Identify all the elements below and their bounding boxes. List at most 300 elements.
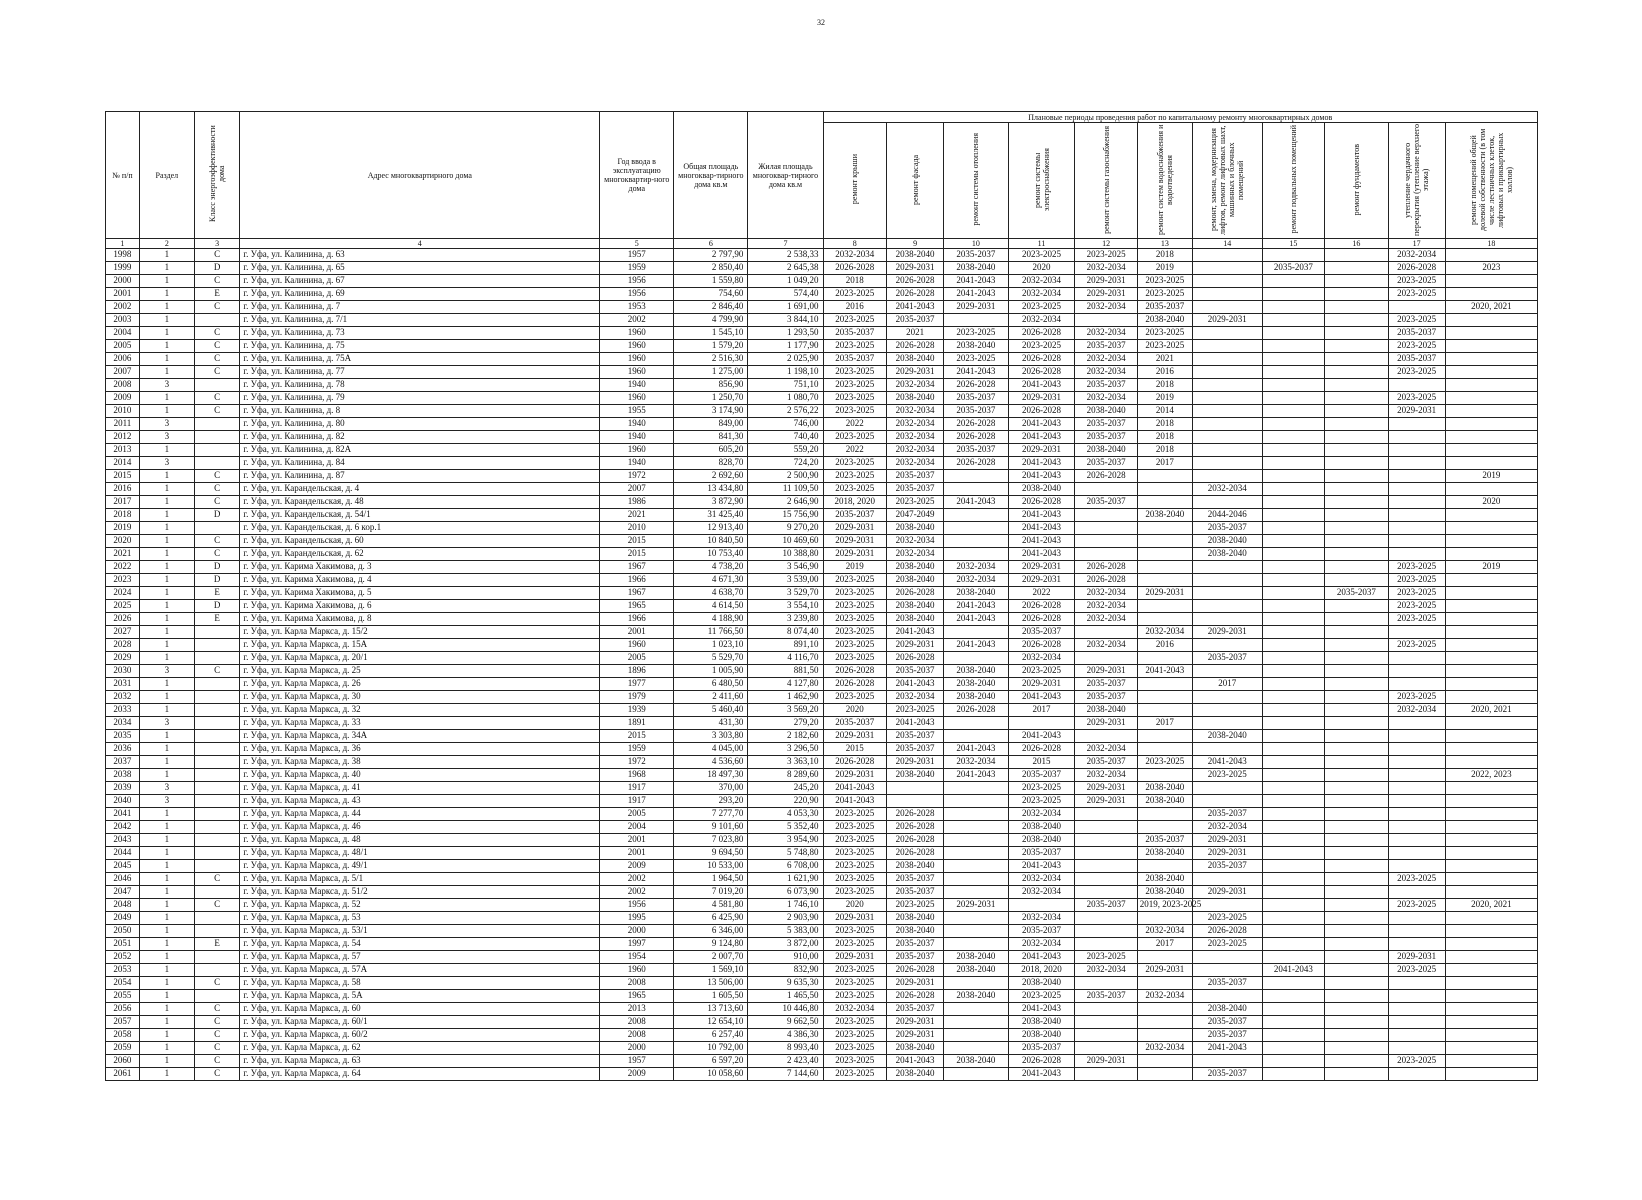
table-cell xyxy=(1445,795,1537,808)
table-row xyxy=(106,587,1538,600)
table-cell xyxy=(944,795,1009,808)
table-cell xyxy=(1008,717,1075,730)
table-row xyxy=(106,366,1538,379)
table-cell: 2023-2025 xyxy=(944,353,1009,366)
table-cell: 2035-2037 xyxy=(1075,457,1137,470)
table-cell: 1 xyxy=(139,561,194,574)
table-row xyxy=(106,873,1538,886)
table-cell xyxy=(1445,444,1537,457)
table-cell: 1 xyxy=(139,730,194,743)
table-cell: 2038-2040 xyxy=(944,990,1009,1003)
table-cell: г. Уфа, ул. Карла Маркса, д. 60/2 xyxy=(240,1029,600,1042)
table-cell: 2049 xyxy=(106,912,140,925)
table-cell: 3 539,00 xyxy=(748,574,823,587)
table-row xyxy=(106,457,1538,470)
table-cell xyxy=(194,990,240,1003)
table-cell: 2023-2025 xyxy=(1388,873,1445,886)
table-cell: C xyxy=(194,1003,240,1016)
table-cell: 1960 xyxy=(600,392,674,405)
table-cell: 1 xyxy=(139,925,194,938)
table-cell: 2058 xyxy=(106,1029,140,1042)
table-cell xyxy=(1325,470,1388,483)
table-cell: 1 xyxy=(139,652,194,665)
table-cell: 2032-2034 xyxy=(1008,873,1075,886)
table-cell: 2035-2037 xyxy=(1388,353,1445,366)
table-cell: 2023-2025 xyxy=(823,652,886,665)
table-cell xyxy=(1445,483,1537,496)
table-cell xyxy=(1192,275,1262,288)
table-cell xyxy=(1262,574,1324,587)
table-cell: 2026-2028 xyxy=(1008,496,1075,509)
table-cell: 1 621,90 xyxy=(748,873,823,886)
table-cell: 9 635,30 xyxy=(748,977,823,990)
table-cell: 9 124,80 xyxy=(674,938,748,951)
table-cell: 2023-2025 xyxy=(1137,288,1192,301)
table-cell xyxy=(944,509,1009,522)
table-cell: 2023-2025 xyxy=(1075,951,1137,964)
table-cell: 2015 xyxy=(600,548,674,561)
table-cell: 1 xyxy=(139,613,194,626)
table-cell xyxy=(1137,912,1192,925)
table-cell: 2047-2049 xyxy=(887,509,944,522)
table-cell: 2035-2037 xyxy=(1075,899,1137,912)
table-cell: 2029-2031 xyxy=(944,301,1009,314)
table-cell: 2026-2028 xyxy=(887,834,944,847)
table-cell: 2038-2040 xyxy=(887,574,944,587)
table-cell: 11 109,50 xyxy=(748,483,823,496)
table-cell: 2020 xyxy=(823,704,886,717)
table-cell: 2029-2031 xyxy=(823,522,886,535)
table-cell: 2023-2025 xyxy=(1388,691,1445,704)
table-cell: 2009 xyxy=(600,1068,674,1081)
table-cell xyxy=(1325,1003,1388,1016)
table-cell xyxy=(1325,912,1388,925)
table-cell xyxy=(194,912,240,925)
table-cell: 1966 xyxy=(600,613,674,626)
table-cell xyxy=(1388,990,1445,1003)
table-cell xyxy=(1325,808,1388,821)
table-cell: 2038-2040 xyxy=(1192,548,1262,561)
table-cell: 1 691,00 xyxy=(748,301,823,314)
table-cell: 7 019,20 xyxy=(674,886,748,899)
table-cell: 2043 xyxy=(106,834,140,847)
table-cell: 2032-2034 xyxy=(1008,275,1075,288)
table-cell: C xyxy=(194,301,240,314)
table-cell: 4 045,00 xyxy=(674,743,748,756)
table-cell xyxy=(1325,678,1388,691)
table-cell xyxy=(944,1042,1009,1055)
table-cell: 2018 xyxy=(1137,249,1192,262)
table-cell xyxy=(1388,652,1445,665)
table-cell: 1 964,50 xyxy=(674,873,748,886)
table-row xyxy=(106,353,1538,366)
table-cell: 2041-2043 xyxy=(944,743,1009,756)
table-cell: 2 007,70 xyxy=(674,951,748,964)
table-cell: 2015 xyxy=(106,470,140,483)
table-cell xyxy=(1262,951,1324,964)
table-cell xyxy=(1075,886,1137,899)
table-cell: 2035-2037 xyxy=(1008,626,1075,639)
table-cell: 1891 xyxy=(600,717,674,730)
table-cell: 2017 xyxy=(1137,938,1192,951)
table-cell xyxy=(1262,665,1324,678)
table-cell: 2023-2025 xyxy=(823,990,886,1003)
table-cell xyxy=(944,925,1009,938)
table-cell xyxy=(1137,561,1192,574)
table-cell: 2018 xyxy=(1137,444,1192,457)
table-row xyxy=(106,314,1538,327)
table-cell: 4 053,30 xyxy=(748,808,823,821)
column-number: 7 xyxy=(748,239,823,249)
table-cell xyxy=(1262,782,1324,795)
table-cell: г. Уфа, ул. Карла Маркса, д. 49/1 xyxy=(240,860,600,873)
table-cell xyxy=(944,808,1009,821)
table-cell: г. Уфа, ул. Калинина, д. 8 xyxy=(240,405,600,418)
table-row xyxy=(106,743,1538,756)
table-cell xyxy=(194,314,240,327)
table-cell: 1 xyxy=(139,262,194,275)
table-cell xyxy=(1445,821,1537,834)
table-cell: 2013 xyxy=(600,1003,674,1016)
table-cell: 13 434,80 xyxy=(674,483,748,496)
table-cell: 1 xyxy=(139,886,194,899)
table-cell: г. Уфа, ул. Карима Хакимова, д. 5 xyxy=(240,587,600,600)
table-cell: 2032-2034 xyxy=(1008,314,1075,327)
table-cell xyxy=(1137,600,1192,613)
table-cell: 245,20 xyxy=(748,782,823,795)
table-cell xyxy=(1325,444,1388,457)
table-cell xyxy=(1388,977,1445,990)
table-cell xyxy=(1325,613,1388,626)
table-cell: 2035-2037 xyxy=(1137,301,1192,314)
table-cell: 2010 xyxy=(106,405,140,418)
table-cell: 2001 xyxy=(600,626,674,639)
table-cell: 2018 xyxy=(1137,379,1192,392)
table-cell: 2029-2031 xyxy=(887,1029,944,1042)
table-cell: 2020 xyxy=(823,899,886,912)
table-cell xyxy=(1262,678,1324,691)
table-cell xyxy=(1137,808,1192,821)
table-cell: 2008 xyxy=(106,379,140,392)
table-cell: г. Уфа, ул. Карла Маркса, д. 32 xyxy=(240,704,600,717)
table-cell: 2035-2037 xyxy=(1075,756,1137,769)
table-cell: C xyxy=(194,470,240,483)
table-cell: 1917 xyxy=(600,782,674,795)
table-cell xyxy=(1075,509,1137,522)
column-number: 18 xyxy=(1445,239,1537,249)
table-cell: г. Уфа, ул. Карла Маркса, д. 5А xyxy=(240,990,600,1003)
table-cell xyxy=(1262,821,1324,834)
table-cell: 2023-2025 xyxy=(1008,795,1075,808)
table-cell: 293,20 xyxy=(674,795,748,808)
table-cell: 220,90 xyxy=(748,795,823,808)
header-work-12 xyxy=(1075,123,1137,239)
table-cell: 1940 xyxy=(600,431,674,444)
table-cell: 2026-2028 xyxy=(944,457,1009,470)
table-row xyxy=(106,444,1538,457)
table-cell: 2038-2040 xyxy=(887,392,944,405)
table-cell xyxy=(1137,1029,1192,1042)
table-cell: 1 xyxy=(139,600,194,613)
table-cell: 2035-2037 xyxy=(1008,847,1075,860)
table-cell: 2026-2028 xyxy=(1388,262,1445,275)
table-cell xyxy=(1192,262,1262,275)
table-cell: 1896 xyxy=(600,665,674,678)
table-cell xyxy=(1075,1042,1137,1055)
table-cell xyxy=(194,626,240,639)
table-cell xyxy=(194,795,240,808)
table-cell: 2 692,60 xyxy=(674,470,748,483)
table-cell: 2 645,38 xyxy=(748,262,823,275)
table-cell xyxy=(1325,938,1388,951)
table-cell: 1 xyxy=(139,834,194,847)
table-cell: 2023-2025 xyxy=(1008,301,1075,314)
table-cell: г. Уфа, ул. Калинина, д. 7 xyxy=(240,301,600,314)
table-cell xyxy=(1445,756,1537,769)
table-cell: 2023-2025 xyxy=(1388,613,1445,626)
table-cell: г. Уфа, ул. Карла Маркса, д. 48/1 xyxy=(240,847,600,860)
table-cell: 2038-2040 xyxy=(944,691,1009,704)
table-cell: 2015 xyxy=(1008,756,1075,769)
table-cell xyxy=(1325,795,1388,808)
table-cell: 1 xyxy=(139,769,194,782)
table-cell: 2023-2025 xyxy=(1388,639,1445,652)
table-cell: 1972 xyxy=(600,470,674,483)
table-cell: 2041-2043 xyxy=(1262,964,1324,977)
column-number: 5 xyxy=(600,239,674,249)
table-cell: 2038-2040 xyxy=(887,522,944,535)
table-cell: 10 533,00 xyxy=(674,860,748,873)
table-cell xyxy=(1192,1055,1262,1068)
table-cell: 2035-2037 xyxy=(1075,340,1137,353)
table-cell: 2032-2034 xyxy=(1192,483,1262,496)
table-cell: г. Уфа, ул. Карла Маркса, д. 58 xyxy=(240,977,600,990)
table-cell: 2026-2028 xyxy=(887,288,944,301)
table-cell: 2023-2025 xyxy=(823,483,886,496)
table-cell: 1 xyxy=(139,821,194,834)
table-cell: 1 xyxy=(139,743,194,756)
table-cell: 2019 xyxy=(1137,392,1192,405)
table-cell: 2044-2046 xyxy=(1192,509,1262,522)
table-cell xyxy=(1262,691,1324,704)
table-cell: 2038-2040 xyxy=(887,860,944,873)
table-cell: 2023-2025 xyxy=(823,574,886,587)
table-cell: C xyxy=(194,392,240,405)
table-cell: 279,20 xyxy=(748,717,823,730)
capital-repair-table xyxy=(105,111,1538,1081)
table-cell: 1 xyxy=(139,639,194,652)
table-cell: 2035-2037 xyxy=(944,444,1009,457)
table-cell: C xyxy=(194,340,240,353)
table-cell: 2023-2025 xyxy=(1388,574,1445,587)
table-cell xyxy=(1445,418,1537,431)
table-row xyxy=(106,652,1538,665)
table-cell: г. Уфа, ул. Карла Маркса, д. 62 xyxy=(240,1042,600,1055)
table-cell: 1960 xyxy=(600,353,674,366)
table-cell: 2028 xyxy=(106,639,140,652)
table-cell: 1940 xyxy=(600,457,674,470)
table-cell: 1960 xyxy=(600,340,674,353)
table-cell: 2035-2037 xyxy=(887,314,944,327)
table-cell xyxy=(1325,899,1388,912)
table-cell: 2035 xyxy=(106,730,140,743)
table-cell xyxy=(1445,977,1537,990)
table-cell: 2014 xyxy=(106,457,140,470)
table-cell xyxy=(1137,730,1192,743)
table-cell: 2020 xyxy=(1008,262,1075,275)
table-cell: C xyxy=(194,1016,240,1029)
table-cell: 2032-2034 xyxy=(944,756,1009,769)
table-cell: 2026-2028 xyxy=(823,756,886,769)
table-cell xyxy=(1262,717,1324,730)
table-cell xyxy=(1445,431,1537,444)
table-cell: 2023-2025 xyxy=(823,925,886,938)
table-cell: 2041-2043 xyxy=(944,366,1009,379)
table-cell: 2041-2043 xyxy=(944,613,1009,626)
table-cell: 2042 xyxy=(106,821,140,834)
table-cell: г. Уфа, ул. Карла Маркса, д. 41 xyxy=(240,782,600,795)
table-cell xyxy=(1137,951,1192,964)
column-number-row xyxy=(106,239,1538,249)
table-cell xyxy=(1445,639,1537,652)
table-cell: 2020 xyxy=(1445,496,1537,509)
table-cell: 1 xyxy=(139,392,194,405)
table-cell xyxy=(1075,522,1137,535)
table-cell: 2050 xyxy=(106,925,140,938)
table-cell xyxy=(1137,1055,1192,1068)
table-cell: 1 xyxy=(139,1003,194,1016)
table-cell: 3 363,10 xyxy=(748,756,823,769)
table-cell: 1960 xyxy=(600,366,674,379)
table-cell xyxy=(1325,834,1388,847)
table-row xyxy=(106,756,1538,769)
table-cell: 2026-2028 xyxy=(944,379,1009,392)
table-cell: 2015 xyxy=(600,730,674,743)
table-cell xyxy=(1262,925,1324,938)
table-cell xyxy=(1388,444,1445,457)
table-cell: 1 xyxy=(139,444,194,457)
table-cell: 2023-2025 xyxy=(823,626,886,639)
table-cell: 2 516,30 xyxy=(674,353,748,366)
table-cell xyxy=(1137,522,1192,535)
table-row xyxy=(106,730,1538,743)
table-cell xyxy=(194,522,240,535)
table-cell: 5 383,00 xyxy=(748,925,823,938)
table-cell xyxy=(1262,1042,1324,1055)
table-cell xyxy=(1192,288,1262,301)
table-cell: 2019 xyxy=(1137,262,1192,275)
table-cell: C xyxy=(194,327,240,340)
table-cell: 2038-2040 xyxy=(1075,405,1137,418)
table-cell xyxy=(1388,886,1445,899)
table-cell: 2023 xyxy=(106,574,140,587)
table-cell xyxy=(1325,925,1388,938)
table-cell xyxy=(194,925,240,938)
table-cell: г. Уфа, ул. Калинина, д. 77 xyxy=(240,366,600,379)
table-cell: 2018 xyxy=(823,275,886,288)
table-cell xyxy=(944,977,1009,990)
table-cell xyxy=(1262,769,1324,782)
table-cell: 856,90 xyxy=(674,379,748,392)
table-cell: г. Уфа, ул. Карла Маркса, д. 40 xyxy=(240,769,600,782)
table-cell xyxy=(1262,899,1324,912)
table-cell: 3 872,00 xyxy=(748,938,823,951)
table-cell xyxy=(1137,860,1192,873)
table-cell xyxy=(944,938,1009,951)
table-cell xyxy=(1445,574,1537,587)
table-cell: 2034 xyxy=(106,717,140,730)
table-cell: 2032-2034 xyxy=(887,418,944,431)
table-cell: 2029-2031 xyxy=(1192,314,1262,327)
table-cell xyxy=(1445,665,1537,678)
table-cell: 2026-2028 xyxy=(823,665,886,678)
table-cell: 4 799,90 xyxy=(674,314,748,327)
table-cell xyxy=(1192,340,1262,353)
table-cell: 3 554,10 xyxy=(748,600,823,613)
table-cell xyxy=(1325,782,1388,795)
table-cell: 2035-2037 xyxy=(1192,652,1262,665)
table-row xyxy=(106,418,1538,431)
table-cell xyxy=(194,639,240,652)
table-cell xyxy=(1388,860,1445,873)
table-cell xyxy=(1445,1055,1537,1068)
table-cell: 2018 xyxy=(1137,431,1192,444)
table-cell xyxy=(944,782,1009,795)
table-cell: 2036 xyxy=(106,743,140,756)
table-cell: г. Уфа, ул. Карла Маркса, д. 15А xyxy=(240,639,600,652)
table-cell: 2032-2034 xyxy=(1075,587,1137,600)
table-cell: г. Уфа, ул. Карла Маркса, д. 54 xyxy=(240,938,600,951)
table-cell: 2041-2043 xyxy=(1008,691,1075,704)
table-cell: 3 546,90 xyxy=(748,561,823,574)
table-cell: г. Уфа, ул. Калинина, д. 82А xyxy=(240,444,600,457)
table-cell: 2023-2025 xyxy=(1388,275,1445,288)
table-cell xyxy=(1388,483,1445,496)
table-cell xyxy=(944,626,1009,639)
table-cell: C xyxy=(194,483,240,496)
table-cell: 2021 xyxy=(887,327,944,340)
table-cell xyxy=(1325,704,1388,717)
table-cell xyxy=(1388,418,1445,431)
table-cell xyxy=(1075,314,1137,327)
table-cell: 2035-2037 xyxy=(1075,496,1137,509)
table-cell: 2038-2040 xyxy=(887,249,944,262)
table-cell: 2041-2043 xyxy=(887,1055,944,1068)
table-cell xyxy=(1325,457,1388,470)
table-cell: 2035-2037 xyxy=(1075,678,1137,691)
table-cell: г. Уфа, ул. Калинина, д. 84 xyxy=(240,457,600,470)
table-cell: 12 654,10 xyxy=(674,1016,748,1029)
table-cell: 2019 xyxy=(1445,470,1537,483)
table-cell: 1955 xyxy=(600,405,674,418)
table-cell: 2026-2028 xyxy=(1008,613,1075,626)
table-cell: 2032-2034 xyxy=(1075,366,1137,379)
header-work-9 xyxy=(887,123,944,239)
table-cell: г. Уфа, ул. Карла Маркса, д. 34А xyxy=(240,730,600,743)
table-cell: 2026-2028 xyxy=(887,275,944,288)
table-cell: 2032-2034 xyxy=(1075,639,1137,652)
table-cell: 2038-2040 xyxy=(887,600,944,613)
header-work-text: ремонт подвальных помещений xyxy=(1288,125,1298,234)
table-row xyxy=(106,938,1538,951)
table-cell: 2023-2025 xyxy=(887,496,944,509)
table-cell: 2020, 2021 xyxy=(1445,704,1537,717)
table-cell: 4 671,30 xyxy=(674,574,748,587)
table-cell: 2041-2043 xyxy=(944,288,1009,301)
table-cell: 828,70 xyxy=(674,457,748,470)
table-cell xyxy=(1445,613,1537,626)
table-row xyxy=(106,808,1538,821)
